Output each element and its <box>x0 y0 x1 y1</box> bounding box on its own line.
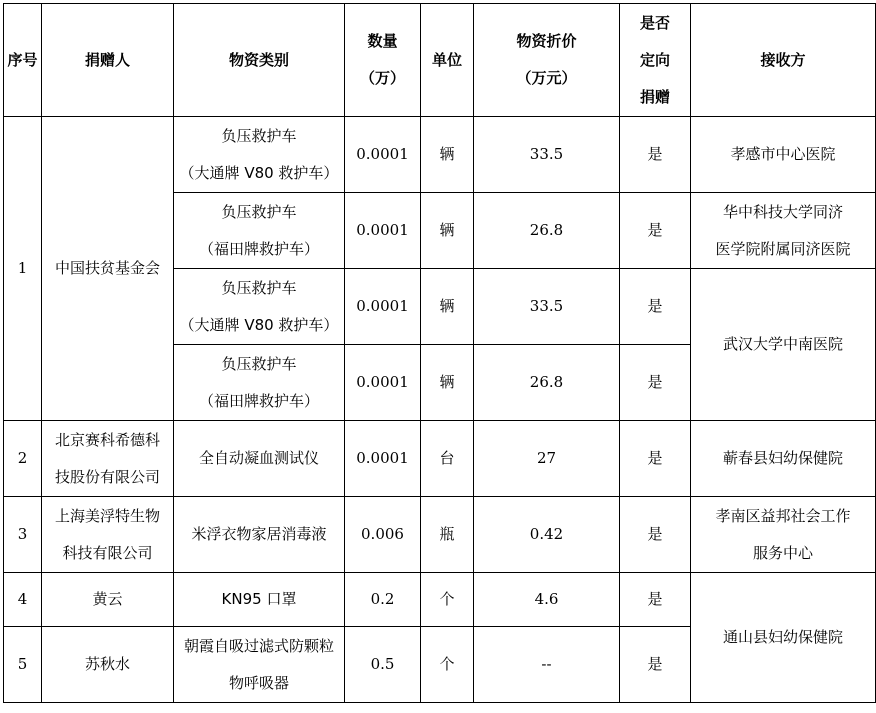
category-line2: 物呼吸器 <box>228 673 289 692</box>
cell-unit: 辆 <box>421 117 474 193</box>
cell-directed: 是 <box>620 497 691 573</box>
header-category: 物资类别 <box>174 4 345 117</box>
donor-line1: 北京赛科希德科 <box>54 430 160 449</box>
category-line1: 朝霞自吸过滤式防颗粒 <box>183 636 334 655</box>
cell-quantity: 0.0001 <box>345 269 421 345</box>
cell-value: 33.5 <box>474 117 620 193</box>
recipient-line2: 服务中心 <box>752 543 813 562</box>
header-directed-line2: 定向 <box>639 50 670 69</box>
table-row <box>4 497 876 573</box>
cell-unit: 个 <box>421 573 474 627</box>
cell-category <box>174 627 345 703</box>
cell-unit: 辆 <box>421 269 474 345</box>
header-unit: 单位 <box>421 4 474 117</box>
cell-quantity: 0.0001 <box>345 345 421 421</box>
category-line1: 负压救护车 <box>221 354 297 373</box>
cell-seq: 4 <box>4 573 42 627</box>
cell-seq: 5 <box>4 627 42 703</box>
cell-quantity: 0.2 <box>345 573 421 627</box>
donation-table <box>3 3 876 703</box>
cell-recipient: 通山县妇幼保健院 <box>691 573 876 703</box>
header-directed-line3: 捐赠 <box>639 87 670 106</box>
cell-donor <box>42 497 174 573</box>
cell-category: 米浮衣物家居消毒液 <box>174 497 345 573</box>
category-line2: （大通牌 V80 救护车） <box>179 163 339 182</box>
cell-recipient: 蕲春县妇幼保健院 <box>691 421 876 497</box>
cell-quantity: 0.0001 <box>345 193 421 269</box>
cell-donor <box>42 421 174 497</box>
cell-value: -- <box>474 627 620 703</box>
cell-donor: 中国扶贫基金会 <box>42 117 174 421</box>
cell-quantity: 0.006 <box>345 497 421 573</box>
cell-directed: 是 <box>620 573 691 627</box>
category-line2: （福田牌救护车） <box>198 391 319 410</box>
cell-value: 26.8 <box>474 193 620 269</box>
cell-quantity: 0.0001 <box>345 421 421 497</box>
header-quantity-line1: 数量 <box>367 32 398 50</box>
cell-directed: 是 <box>620 421 691 497</box>
cell-unit: 辆 <box>421 345 474 421</box>
recipient-line1: 孝南区益邦社会工作 <box>715 506 851 525</box>
donor-line2: 科技有限公司 <box>62 543 153 562</box>
cell-directed: 是 <box>620 193 691 269</box>
cell-category <box>174 269 345 345</box>
cell-recipient <box>691 193 876 269</box>
cell-value: 33.5 <box>474 269 620 345</box>
header-donor: 捐赠人 <box>42 4 174 117</box>
header-row <box>4 4 876 117</box>
table-row <box>4 421 876 497</box>
cell-quantity: 0.5 <box>345 627 421 703</box>
header-quantity <box>345 4 421 117</box>
cell-recipient <box>691 497 876 573</box>
category-line1: 负压救护车 <box>221 202 297 221</box>
cell-seq: 2 <box>4 421 42 497</box>
header-seq: 序号 <box>4 4 42 117</box>
cell-donor: 黄云 <box>42 573 174 627</box>
cell-donor: 苏秋水 <box>42 627 174 703</box>
cell-value: 0.42 <box>474 497 620 573</box>
cell-value: 4.6 <box>474 573 620 627</box>
cell-category <box>174 117 345 193</box>
cell-category <box>174 193 345 269</box>
cell-directed: 是 <box>620 269 691 345</box>
recipient-line2: 医学院附属同济医院 <box>715 239 851 258</box>
header-quantity-line2: （万） <box>359 69 405 87</box>
cell-directed: 是 <box>620 117 691 193</box>
donor-line2: 技股份有限公司 <box>54 467 160 486</box>
header-recipient: 接收方 <box>691 4 876 117</box>
table-row <box>4 573 876 627</box>
cell-recipient: 武汉大学中南医院 <box>691 269 876 421</box>
cell-category <box>174 345 345 421</box>
cell-quantity: 0.0001 <box>345 117 421 193</box>
header-value-line2: （万元） <box>516 69 577 87</box>
cell-value: 26.8 <box>474 345 620 421</box>
cell-category: KN95 口罩 <box>174 573 345 627</box>
cell-recipient: 孝感市中心医院 <box>691 117 876 193</box>
donor-line1: 上海美浮特生物 <box>54 506 160 525</box>
cell-seq: 3 <box>4 497 42 573</box>
category-line1: 负压救护车 <box>221 278 297 297</box>
category-line2: （大通牌 V80 救护车） <box>179 315 339 334</box>
cell-unit: 辆 <box>421 193 474 269</box>
header-value <box>474 4 620 117</box>
cell-unit: 个 <box>421 627 474 703</box>
cell-unit: 瓶 <box>421 497 474 573</box>
cell-category: 全自动凝血测试仪 <box>174 421 345 497</box>
cell-directed: 是 <box>620 345 691 421</box>
recipient-line1: 华中科技大学同济 <box>722 202 843 221</box>
cell-unit: 台 <box>421 421 474 497</box>
header-directed-line1: 是否 <box>639 13 670 32</box>
header-directed <box>620 4 691 117</box>
category-line2: （福田牌救护车） <box>198 239 319 258</box>
cell-directed: 是 <box>620 627 691 703</box>
cell-seq: 1 <box>4 117 42 421</box>
category-line1: 负压救护车 <box>221 126 297 145</box>
table-row <box>4 117 876 193</box>
cell-value: 27 <box>474 421 620 497</box>
header-value-line1: 物资折价 <box>516 32 577 50</box>
